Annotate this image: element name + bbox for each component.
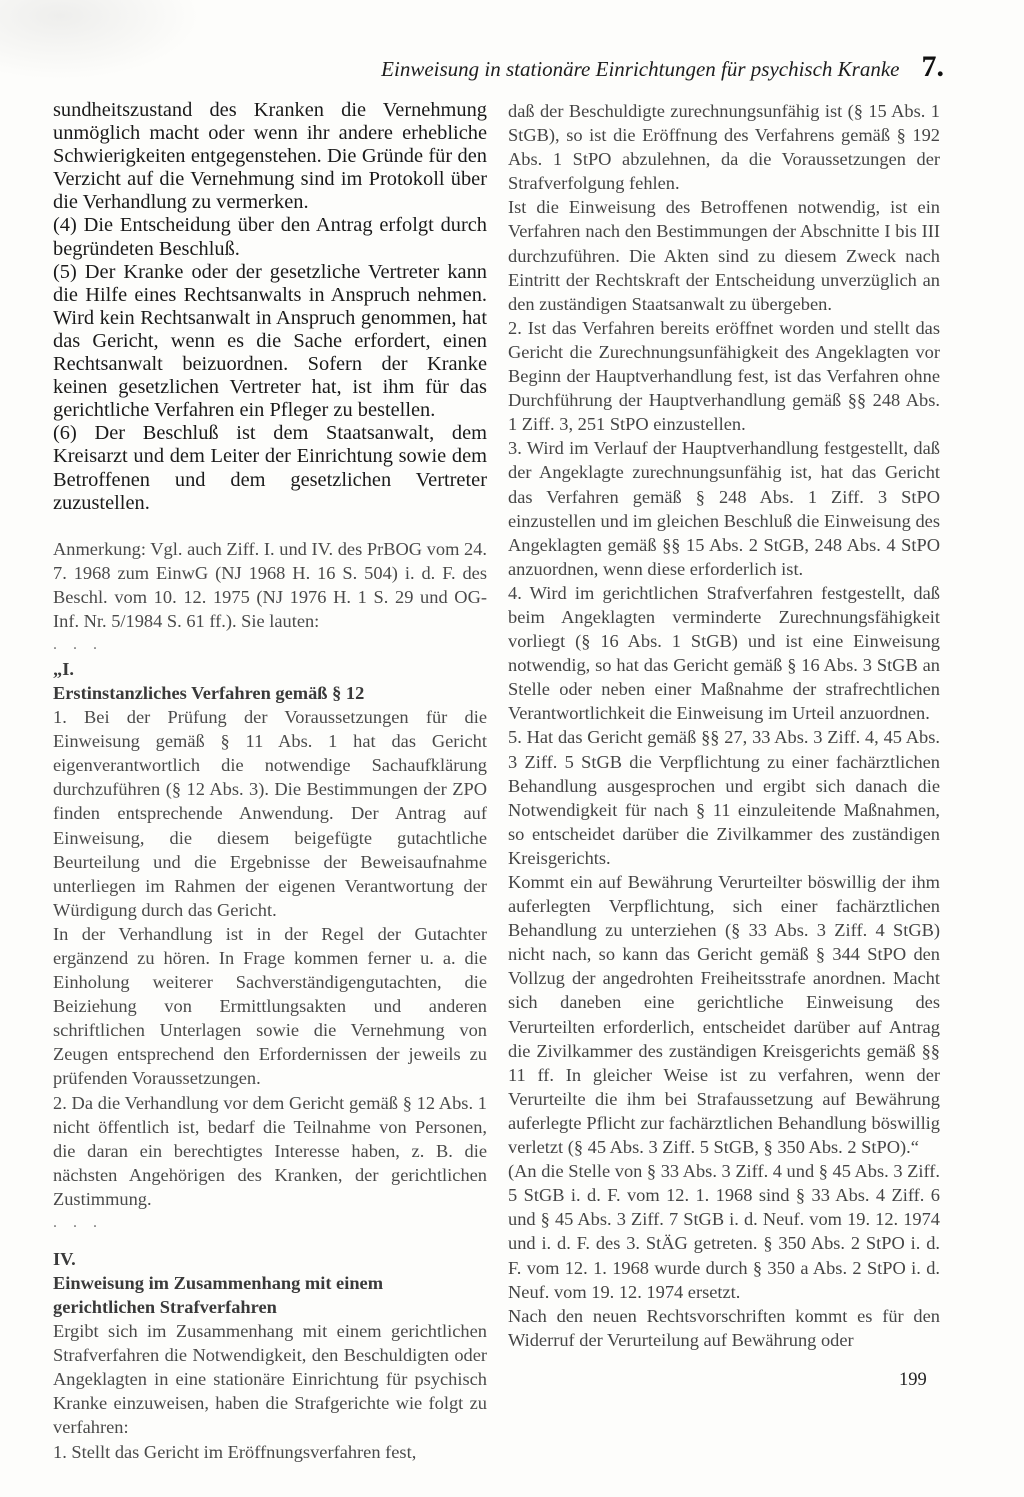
law-paragraph: (5) Der Kranke oder der gesetzliche Vertreter kann die Hilfe eines Rechtsanwalts in Anspruch nehmen. Wird kein Rechtsanwalt in Anspruch genommen, hat das Gericht, wenn es die Sache erfordert, einen Rechtsanwalt beizuordnen. Sofern der Kranke keinen gesetzlichen Vertreter hat, ist ihm für das gerichtliche Verfahren ein Pfleger zu bestellen.	[53, 260, 487, 422]
section-heading: Erstinstanzliches Verfahren gemäß § 12	[53, 683, 365, 704]
annotation: Anmerkung: Vgl. auch Ziff. I. und IV. des PrBOG vom 24. 7. 1968 zum EinwG (NJ 1968 H. 16 S. 504) i. d. F. des Beschl. vom 10. 12. 1975 (NJ 1976 H. 1 S. 29 und OG-Inf. Nr. 5/1984 S. 61 ff.). Sie lauten:	[53, 538, 487, 631]
section-number: „I.	[53, 659, 74, 680]
section-paragraph: Ergibt sich im Zusammenhang mit einem gerichtlichen Strafverfahren die Notwendigkeit, den Beschuldigten oder Angeklagten in eine stationäre Einrichtung für psychisch Kranke einzuweisen, haben die Strafgerichte wie folgt zu verfahren:	[53, 1321, 487, 1438]
commentary-paragraph: Kommt ein auf Bewährung Verurteilter böswillig der ihm auferlegten Verpflichtung, sich einer fachärztlichen Behandlung zu unterziehen (§ 33 Abs. 3 Ziff. 4 StGB) nicht nach, so kann das Gericht gemäß § 344 StPO den Vollzug der angedrohten Freiheitsstrafe anordnen. Macht sich daneben eine gerichtliche Einweisung des Verurteilten erforderlich, entscheidet darüber auf Antrag die Zivilkammer des zuständigen Kreisgerichts gemäß §§ 11 ff. In gleicher Weise ist zu verfahren, wenn der Verurteilte die ihm bei Strafaussetzung auf Bewährung auferlegte Pflicht zur fachärztlichen Behandlung böswillig verletzt (§ 45 Abs. 3 Ziff. 5 StGB, § 350 Abs. 2 StPO).“	[508, 872, 940, 1158]
omission-mark: . . .	[53, 1214, 103, 1232]
law-paragraph: (6) Der Beschluß ist dem Staatsanwalt, dem Kreisarzt und dem Leiter der Einrichtung sowie dem Betroffenen und dem gesetzlichen Vertreter zuzustellen.	[53, 422, 487, 514]
section-paragraph: In der Verhandlung ist in der Regel der Gutachter ergänzend zu hören. In Frage kommen ferner u. a. die Einholung weiterer Sachverständigengutachten, die Beiziehung von Ermittlungsakten und anderen schriftlichen Unterlagen sowie die Vernehmung von Zeugen entsprechend den Erfordernissen der jeweils zu prüfenden Voraussetzungen.	[53, 923, 487, 1089]
right-column	[508, 99, 940, 1352]
page-number: 199	[899, 1370, 927, 1390]
scan-smudge	[0, 0, 200, 80]
chapter-number: 7.	[921, 50, 944, 83]
commentary-paragraph: (An die Stelle von § 33 Abs. 3 Ziff. 4 und § 45 Abs. 3 Ziff. 5 StGB i. d. F. vom 12. 1. 1968 sind § 33 Abs. 4 Ziff. 6 und § 45 Abs. 3 Ziff. 7 StGB i. d. Neuf. vom 19. 12. 1974 und i. d. F. des 3. StÄG getreten. § 350 Abs. 2 StPO i. d. F. vom 12. 1. 1968 wurde durch § 350 a Abs. 2 StPO i. d. Neuf. vom 19. 12. 1974 ersetzt.	[508, 1161, 940, 1302]
law-paragraph: sundheitszustand des Kranken die Vernehmung unmöglich macht oder wenn ihr andere erhebliche Schwierigkeiten entgegenstehen. Die Gründe für den Verzicht auf die Vernehmung sind im Protokoll über die Verhandlung zu vermerken.	[53, 99, 487, 214]
commentary-paragraph: Ist die Einweisung des Betroffenen notwendig, ist ein Verfahren nach den Bestimmungen der Abschnitte I bis III durchzuführen. Die Akten sind zu diesem Zweck nach Eintritt der Rechtskraft der Entscheidung unverzüglich an den zuständigen Staatsanwalt zu übergeben.	[508, 197, 940, 314]
section-paragraph: 1. Bei der Prüfung der Voraussetzungen für die Einweisung gemäß § 11 Abs. 1 hat das Gericht eigenverantwortlich die notwendige Sachaufklärung durchzuführen (§ 12 Abs. 3). Die Bestimmungen der ZPO finden entsprechende Anwendung. Der Antrag auf Einweisung, die diesem beigefügte gutachtliche Beurteilung und die Ergebnisse der Beweisaufnahme unterliegen im Rahmen der eigenen Verantwortung der Würdigung durch das Gericht.	[53, 707, 487, 920]
commentary-paragraph: 5. Hat das Gericht gemäß §§ 27, 33 Abs. 3 Ziff. 4, 45 Abs. 3 Ziff. 5 StGB die Verpflichtung zu einer fachärztlichen Behandlung ausgesprochen und ergibt sich danach die Notwendigkeit für nach § 11 einzuleitende Maßnahmen, so entscheidet darüber die Zivilkammer des zuständigen Kreisgerichts.	[508, 727, 940, 868]
commentary-paragraph: daß der Beschuldigte zurechnungsunfähig ist (§ 15 Abs. 1 StGB), so ist die Eröffnung des Verfahrens gemäß § 192 Abs. 1 StPO abzulehnen, da die Voraussetzungen der Strafverfolgung fehlen.	[508, 101, 940, 194]
section-paragraph: 1. Stellt das Gericht im Eröffnungsverfahren fest,	[53, 1441, 417, 1462]
omission-mark: . . .	[53, 636, 103, 654]
commentary-paragraph: 2. Ist das Verfahren bereits eröffnet worden und stellt das Gericht die Zurechnungsunfähigkeit des Angeklagten vor Beginn der Hauptverhandlung fest, ist das Verfahren ohne Durchführung der Hauptverhandlung gemäß §§ 248 Abs. 1 Ziff. 3, 251 StPO einzustellen.	[508, 317, 940, 435]
commentary-paragraph: Nach den neuen Rechtsvorschriften kommt es für den Widerruf der Verurteilung auf Bewährung oder	[508, 1305, 940, 1350]
section-number: IV.	[53, 1249, 76, 1270]
section-heading: Einweisung im Zusammenhang mit einem gerichtlichen Strafverfahren	[53, 1273, 384, 1318]
left-column	[53, 99, 487, 1464]
commentary-paragraph: 3. Wird im Verlauf der Hauptverhandlung festgestellt, daß der Angeklagte zurechnungsunfähig ist, hat das Gericht das Verfahren gemäß § 248 Abs. 1 Ziff. 3 StPO einzustellen und im gleichen Beschluß die Einweisung des Angeklagten gemäß §§ 15 Abs. 2 StGB, 248 Abs. 4 StPO anzuordnen, wenn diese erforderlich ist.	[508, 438, 940, 579]
header-title: Einweisung in stationäre Einrichtungen für psychisch Kranke	[381, 57, 900, 81]
law-paragraph: (4) Die Entscheidung über den Antrag erfolgt durch begründeten Beschluß.	[53, 214, 487, 260]
commentary-paragraph: 4. Wird im gerichtlichen Strafverfahren festgestellt, daß beim Angeklagten verminderte Zurechnungsfähigkeit vorliegt (§ 16 Abs. 1 StGB) und ist eine Einweisung notwendig, so hat das Gericht gemäß § 16 Abs. 3 StGB an Stelle oder neben einer Maßnahme der strafrechtlichen Verantwortlichkeit die Einweisung im Urteil anzuordnen.	[508, 582, 940, 724]
section-paragraph: 2. Da die Verhandlung vor dem Gericht gemäß § 12 Abs. 1 nicht öffentlich ist, bedarf die Teilnahme von Personen, die daran ein berechtigtes Interesse haben, z. B. die nächsten Angehörigen des Kranken, der gerichtlichen Zustimmung.	[53, 1092, 487, 1209]
running-header	[380, 50, 944, 84]
